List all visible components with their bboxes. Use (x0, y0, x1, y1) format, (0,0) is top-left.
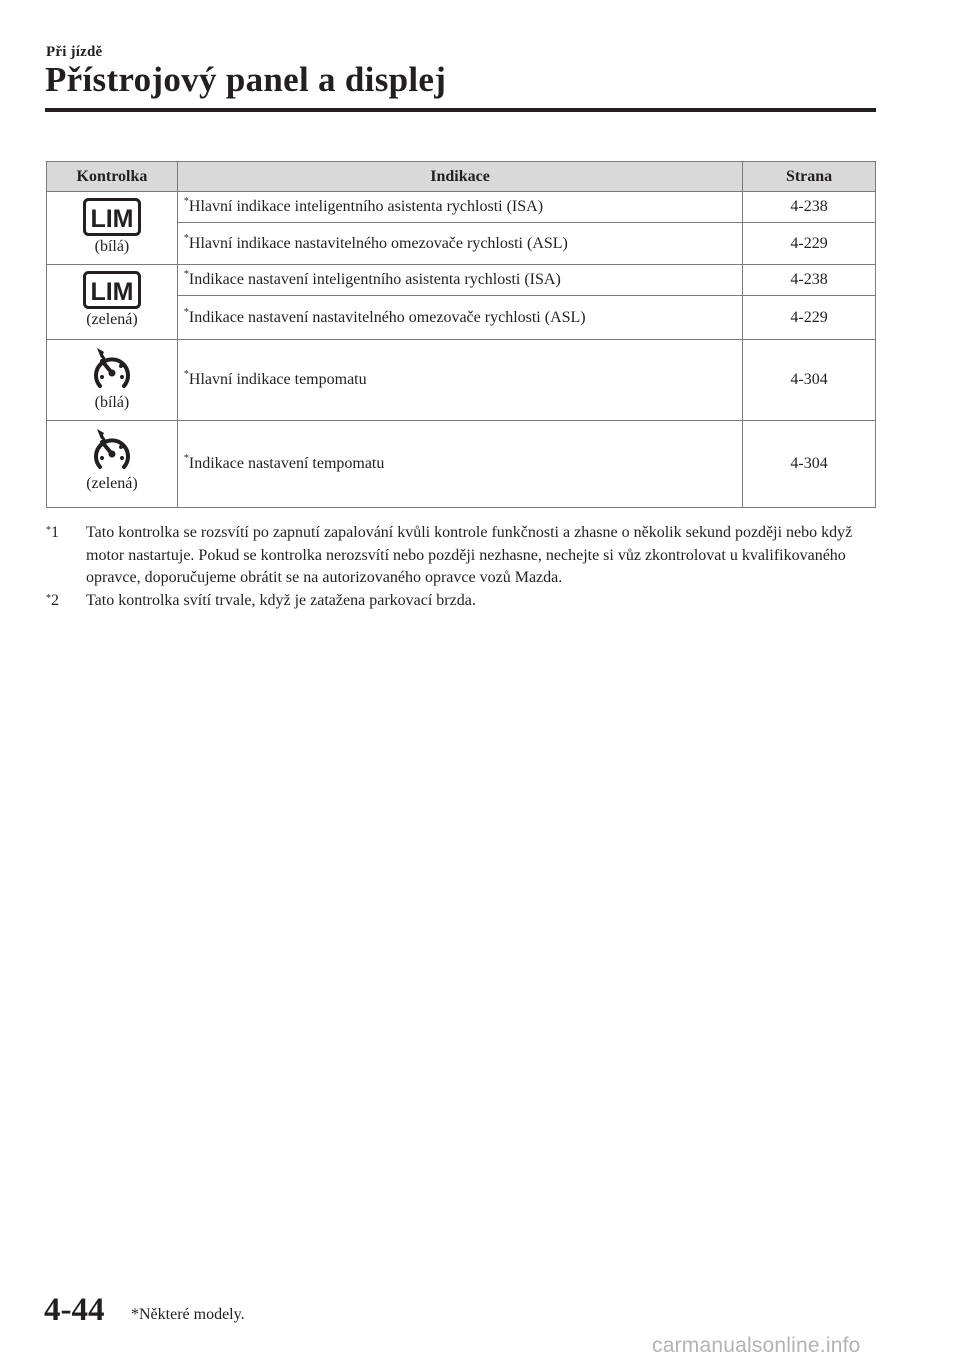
table-row (47, 340, 876, 421)
lim-icon (83, 198, 141, 236)
note-text: Tato kontrolka se rozsvítí po zapnutí zapalování kvůli kontrole funkčnosti a zhasne o několik sekund později nebo když motor nastartuje. Pokud se kontrolka nerozsvítí nebo později nezhasne, nechejte si vůz zkontrolovat u kvalifikovaného opravce, doporučujeme obrátit se na autorizovaného opravce vozů Mazda. (86, 524, 853, 586)
indicator-cell (47, 421, 178, 508)
note-item (46, 522, 882, 590)
cruise-control-icon (89, 427, 135, 473)
column-header-strana: Strana (743, 162, 876, 192)
indication-text: *Hlavní indikace inteligentního asistenta rychlosti (ISA) (177, 192, 742, 223)
indicator-color-label: (bílá) (94, 394, 130, 411)
note-text: Tato kontrolka svítí trvale, když je zatažena parkovací brzda. (86, 591, 476, 609)
cruise-control-icon (89, 346, 135, 392)
svg-text:LIM: LIM (90, 278, 134, 306)
table-row (47, 265, 876, 296)
svg-text:LIM: LIM (90, 205, 134, 233)
page-reference: 4-229 (743, 223, 876, 265)
table-header-row (47, 162, 876, 192)
lim-icon (83, 271, 141, 309)
indicator-table (46, 161, 876, 508)
models-footnote: *Některé modely. (131, 1306, 245, 1323)
note-marker: *1 (46, 524, 59, 541)
note-item (46, 590, 882, 613)
section-kicker: Při jízdě (46, 44, 103, 60)
watermark: carmanualsonline.info (652, 1334, 861, 1357)
indication-text: *Hlavní indikace tempomatu (177, 340, 742, 421)
page-number: 4-44 (44, 1292, 105, 1328)
page-reference: 4-304 (743, 340, 876, 421)
table-row (47, 192, 876, 223)
page-reference: 4-238 (743, 265, 876, 296)
indicator-cell (47, 265, 178, 340)
indication-text: *Indikace nastavení nastavitelného omezovače rychlosti (ASL) (177, 296, 742, 340)
indicator-cell (47, 192, 178, 265)
page-reference: 4-304 (743, 421, 876, 508)
page-title: Přístrojový panel a displej (45, 60, 447, 99)
indication-text: *Hlavní indikace nastavitelného omezovače rychlosti (ASL) (177, 223, 742, 265)
indication-text: *Indikace nastavení inteligentního asistenta rychlosti (ISA) (177, 265, 742, 296)
note-marker: *2 (46, 591, 59, 609)
column-header-indikace: Indikace (177, 162, 742, 192)
indicator-color-label: (zelená) (86, 311, 138, 328)
indication-text: *Indikace nastavení tempomatu (177, 421, 742, 508)
page-reference: 4-229 (743, 296, 876, 340)
column-header-kontrolka: Kontrolka (47, 162, 178, 192)
table-row (47, 421, 876, 508)
indicator-color-label: (bílá) (94, 238, 130, 255)
indicator-cell (47, 340, 178, 421)
title-rule (45, 108, 876, 112)
notes-section (46, 522, 882, 612)
page-reference: 4-238 (743, 192, 876, 223)
indicator-color-label: (zelená) (86, 475, 138, 492)
